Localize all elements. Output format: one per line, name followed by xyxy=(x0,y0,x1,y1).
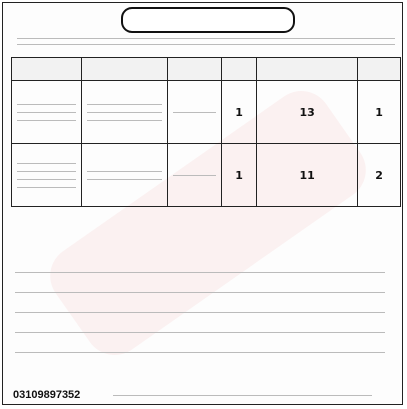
term-item xyxy=(11,283,401,301)
table-row xyxy=(12,144,401,207)
header-cell xyxy=(82,58,168,81)
header-cell xyxy=(257,58,358,81)
table-header-row xyxy=(12,58,401,81)
serial-cell: 1 xyxy=(358,81,401,144)
intro-paragraph xyxy=(11,33,401,55)
terms-list xyxy=(11,263,401,375)
header-cell xyxy=(12,58,82,81)
advertisement xyxy=(2,2,403,405)
table-cell xyxy=(167,144,221,207)
title-banner xyxy=(121,7,295,33)
term-item xyxy=(11,343,401,361)
quantity-cell: 1 xyxy=(222,144,257,207)
table-cell xyxy=(12,81,82,144)
contact-phone: 03109897352 xyxy=(13,389,81,401)
term-item xyxy=(11,323,401,341)
table-cell xyxy=(12,144,82,207)
grade-value: 13 xyxy=(299,105,315,119)
post-name-cell xyxy=(257,144,358,207)
table-cell xyxy=(82,81,168,144)
serial-cell: 2 xyxy=(358,144,401,207)
footer-text xyxy=(113,395,372,396)
quantity-cell: 1 xyxy=(222,81,257,144)
term-item xyxy=(11,303,401,321)
post-name-cell xyxy=(257,81,358,144)
term-item xyxy=(11,263,401,281)
header-cell xyxy=(167,58,221,81)
vacancy-table xyxy=(11,57,401,207)
header-cell xyxy=(222,58,257,81)
table-cell xyxy=(82,144,168,207)
table-cell xyxy=(167,81,221,144)
header-cell xyxy=(358,58,401,81)
table-row xyxy=(12,81,401,144)
grade-value: 11 xyxy=(299,168,315,182)
